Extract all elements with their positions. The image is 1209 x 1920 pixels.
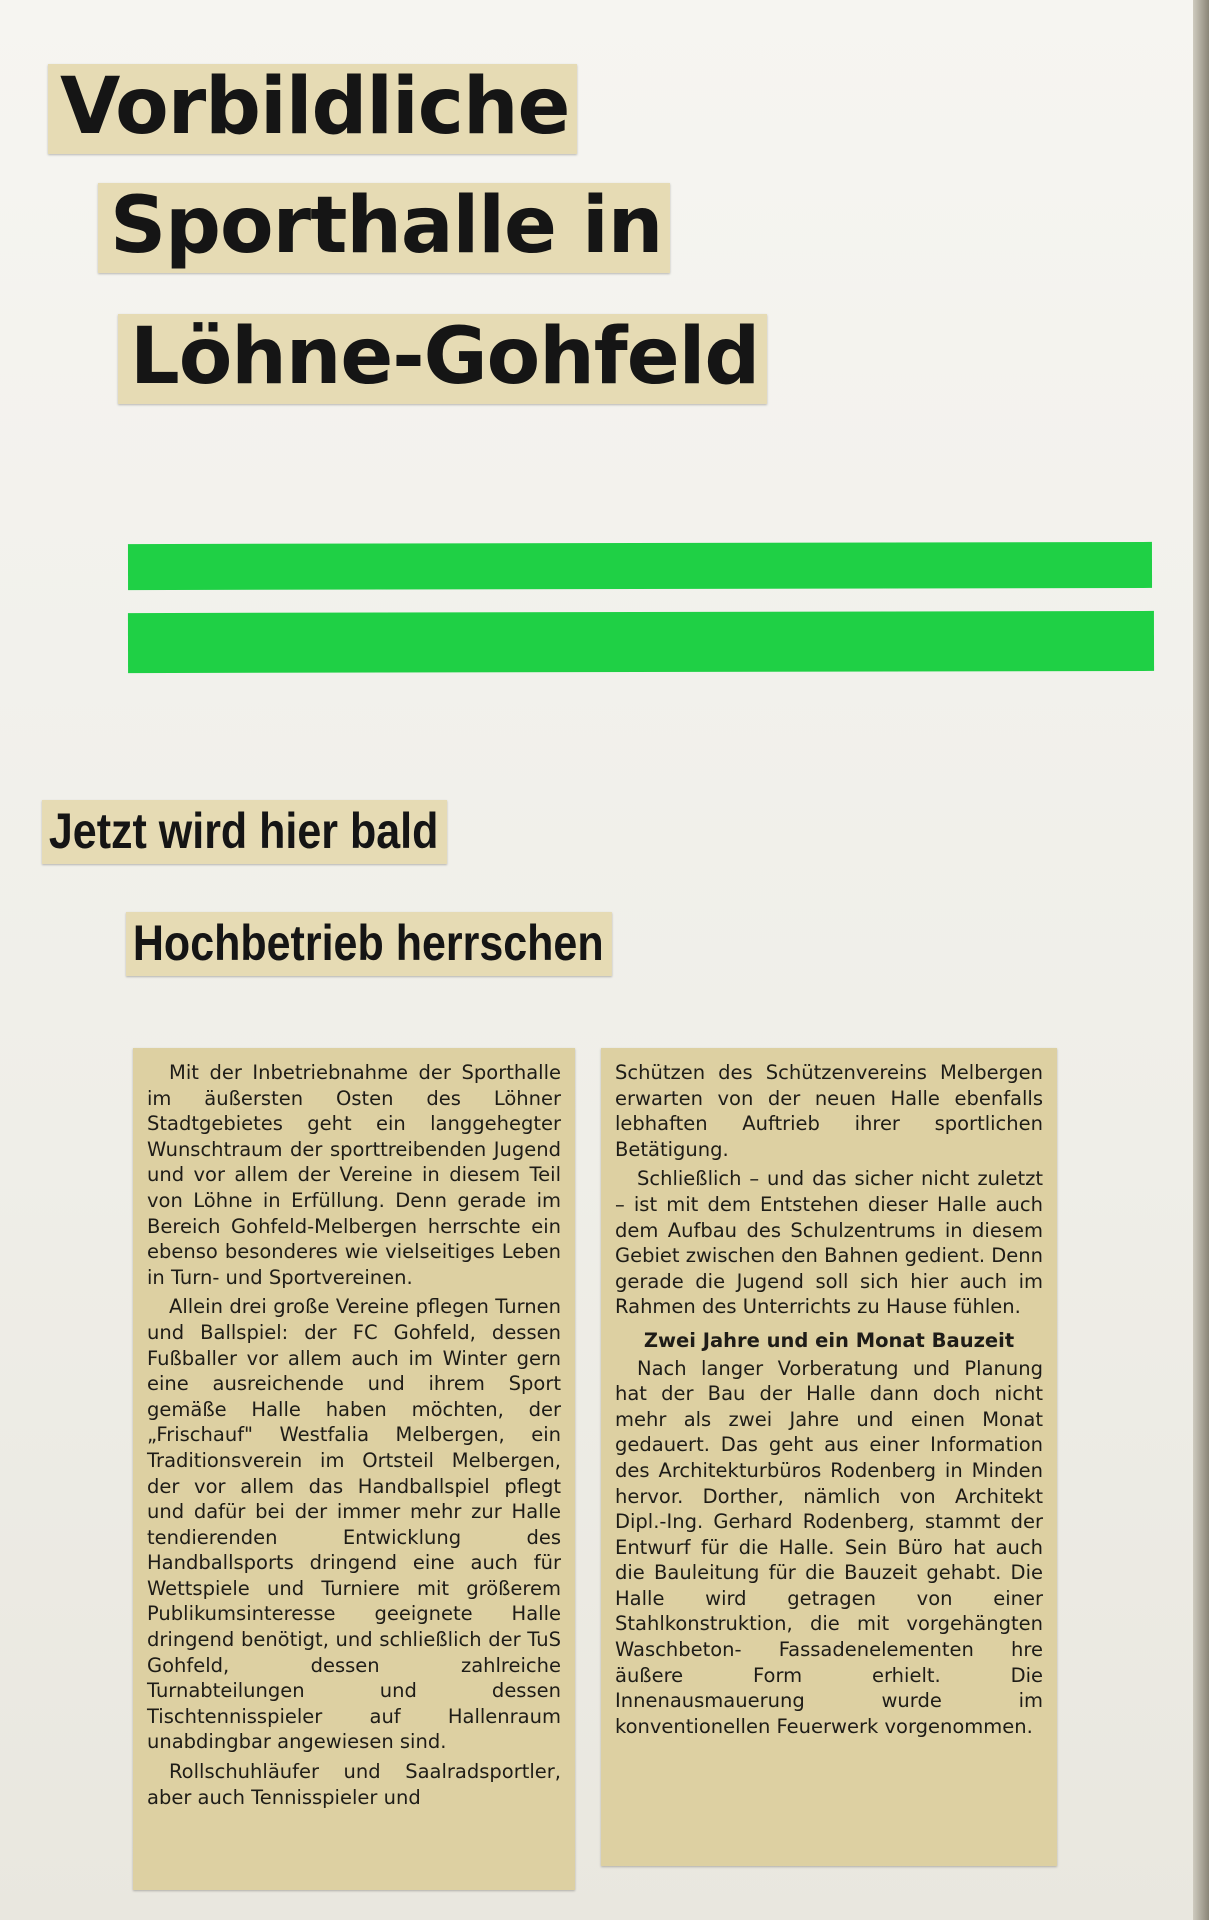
green-stripe-top (128, 542, 1152, 590)
subheadline-line-2: Hochbetrieb herrschen (126, 912, 612, 976)
page-edge (1193, 0, 1209, 1920)
headline-line-3: Löhne-Gohfeld (118, 314, 767, 404)
article-paragraph: Allein drei große Vereine pflegen Turnen und Ballspiel: der FC Gohfeld, dessen Fußballer vor allem auch im Winter gern eine ausreichende und ihrem Sport gemäße Halle haben möchten, der „Frischauf" Westfalia Melbergen, ein Traditionsverein im Ortsteil Melbergen, der vor allem das Handballspiel pflegt und dafür bei der immer mehr zur Halle tendierenden Entwicklung des Handballsports dringend eine auch für Wettspiele und Turniere mit größerem Publikumsinteresse geeignete Halle dringend benötigt, und schließlich der TuS Gohfeld, dessen zahlreiche Turnabteilungen und dessen Tischtennisspieler auf Hallenraum unabdingbar angewiesen sind. (147, 1295, 561, 1754)
green-stripe-bottom (128, 611, 1154, 673)
article-column-right (601, 1048, 1057, 1866)
article-subheading: Zwei Jahre und ein Monat Bauzeit (643, 1328, 1015, 1352)
article-paragraph: Rollschuhläufer und Saalradsportler, aber auch Tennisspieler und (147, 1760, 561, 1809)
article-paragraph: Mit der Inbetriebnahme der Sporthalle im äußersten Osten des Löhner Stadtgebietes geht ein langgehegter Wunschtraum der sporttreibenden Jugend und vor allem der Vereine in diesem Teil von Löhne in Erfüllung. Denn gerade im Bereich Gohfeld-Melbergen herrschte ein ebenso besonderes wie vielseitiges Leben in Turn- und Sportvereinen. (147, 1061, 561, 1289)
subheadline-line-1: Jetzt wird hier bald (42, 800, 447, 864)
article-paragraph: Schützen des Schützenvereins Melbergen erwarten von der neuen Halle ebenfalls lebhaften Auftrieb ihrer sportlichen Betätigung. (615, 1061, 1043, 1161)
article-column-left (133, 1048, 575, 1890)
headline-line-2: Sporthalle in (98, 183, 670, 273)
headline-line-1: Vorbildliche (48, 64, 577, 154)
article-paragraph: Schließlich – und das sicher nicht zuletzt – ist mit dem Entstehen dieser Halle auch dem Aufbau des Schulzentrums in diesem Gebiet zwischen den Bahnen gedient. Denn gerade die Jugend soll sich hier auch im Rahmen des Unterrichts zu Hause fühlen. (615, 1167, 1043, 1319)
article-paragraph: Nach langer Vorberatung und Planung hat der Bau der Halle dann doch nicht mehr als zwei Jahre und einen Monat gedauert. Das geht aus einer Information des Architekturbüros Rodenberg in Minden hervor. Dorther, nämlich von Architekt Dipl.-Ing. Gerhard Rodenberg, stammt der Entwurf für die Halle. Sein Büro hat auch die Bauleitung für die Bauzeit gehabt. Die Halle wird getragen von einer Stahlkonstruktion, die mit vorgehängten Waschbeton- Fassadenelementen hre äußere Form erhielt. Die Innenausmauerung wurde im konventionellen Feuerwerk vorgenommen. (615, 1356, 1043, 1738)
